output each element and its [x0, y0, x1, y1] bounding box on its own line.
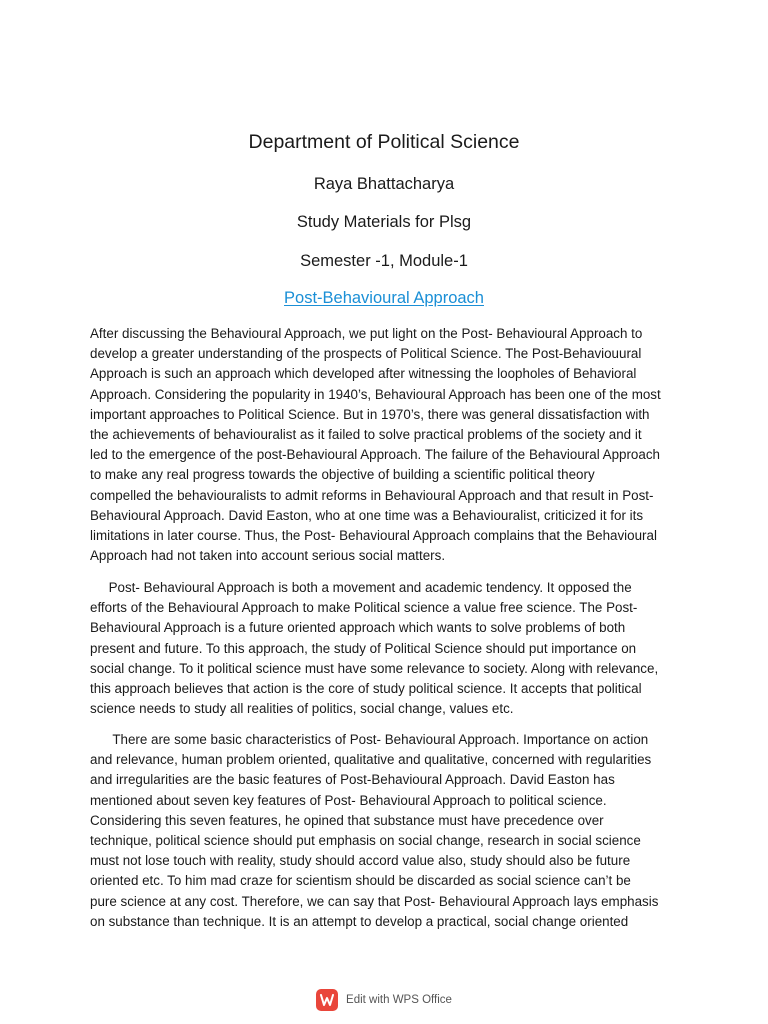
paragraph-line: to make any real progress towards the objective of building a scientific political theory — [90, 467, 595, 483]
paragraph-line: Behavioural Approach is a future oriented approach which wants to solve problems of both — [90, 620, 626, 636]
document-title: Department of Political Science — [248, 131, 520, 153]
paragraph-line: social change. To it political science must have some relevance to society. Along with relevance, — [90, 660, 659, 676]
paragraph-line: led to the emergence of the post-Behavioural Approach. The failure of the Behavioural Approach — [90, 447, 660, 463]
paragraph-line: important approaches to Political Science. But in 1970’s, there was general dissatisfaction with — [90, 406, 650, 422]
wps-edit-banner[interactable] — [0, 985, 768, 1015]
wps-office-icon — [316, 989, 338, 1011]
course-subtitle: Study Materials for Plsg — [296, 213, 472, 231]
paragraph-line: technique, political science should put emphasis on social change, research in social science — [90, 833, 641, 849]
paragraph-line: Approach is such an approach which developed after witnessing the loopholes of Behavioral — [90, 366, 637, 382]
paragraph-line: must not lose touch with reality, study should accord value also, study should also be future — [90, 853, 631, 869]
paragraph-line: Behavioural Approach. David Easton, who at one time was a Behaviouralist, criticized it for its — [90, 507, 644, 523]
paragraph-line: Considering this seven features, he opined that substance must have precedence over — [90, 812, 604, 828]
paragraph-line: the achievements of behaviouralist as it failed to solve practical problems of the society and it — [90, 427, 642, 443]
paragraph-line: develop a greater understanding of the prospects of Political Science. The Post-Behaviouural — [90, 346, 642, 362]
paragraph-line: There are some basic characteristics of Post- Behavioural Approach. Importance on action — [90, 732, 649, 747]
paragraph-line: After discussing the Behavioural Approach, we put light on the Post- Behavioural Approach to — [90, 326, 643, 341]
paragraph-line: this approach believes that action is the core of study political science. It accepts that political — [90, 681, 642, 697]
paragraph-line: limitations in later course. Thus, the Post- Behavioural Approach complains that the Behavioural — [90, 528, 657, 544]
semester-module: Semester -1, Module-1 — [300, 252, 468, 270]
author-name: Raya Bhattacharya — [313, 175, 455, 193]
paragraph — [90, 730, 680, 932]
paragraph-line: science needs to study all realities of politics, social change, values etc. — [90, 701, 514, 717]
paragraph-line: efforts of the Behavioural Approach to make Political science a value free science. The Post- — [90, 600, 638, 616]
paragraph-line: mentioned about seven key features of Post- Behavioural Approach to political science. — [90, 792, 607, 808]
paragraph — [90, 578, 680, 719]
paragraph — [90, 324, 680, 566]
paragraph-line: pure science at any cost. Therefore, we can say that Post- Behavioural Approach lays emphasis — [90, 893, 659, 909]
paragraph-line: on substance than technique. It is an attempt to develop a practical, social change oriented — [90, 913, 629, 929]
paragraph-line: oriented etc. To him mad craze for scientism should be discarded as social science can’t be — [90, 873, 631, 889]
paragraph-line: present and future. To this approach, the study of Political Science should put importance on — [90, 640, 637, 656]
paragraph-line: and irregularities are the basic features of Post-Behavioural Approach. David Easton has — [90, 772, 615, 788]
paragraph-line: Post- Behavioural Approach is both a movement and academic tendency. It opposed the — [90, 580, 632, 595]
paragraph-line: and relevance, human problem oriented, qualitative and qualitative, concerned with regularities — [90, 752, 652, 768]
section-title-link[interactable]: Post-Behavioural Approach — [284, 289, 484, 307]
paragraph-line: Approach had not taken into account serious social matters. — [90, 548, 446, 564]
wps-edit-label[interactable]: Edit with WPS Office — [346, 994, 452, 1006]
paragraph-line: compelled the behaviouralists to admit reforms in Behavioural Approach and that result in Post- — [90, 487, 654, 503]
paragraph-line: Approach. Considering the popularity in 1940’s, Behavioural Approach has been one of the most — [90, 386, 661, 402]
